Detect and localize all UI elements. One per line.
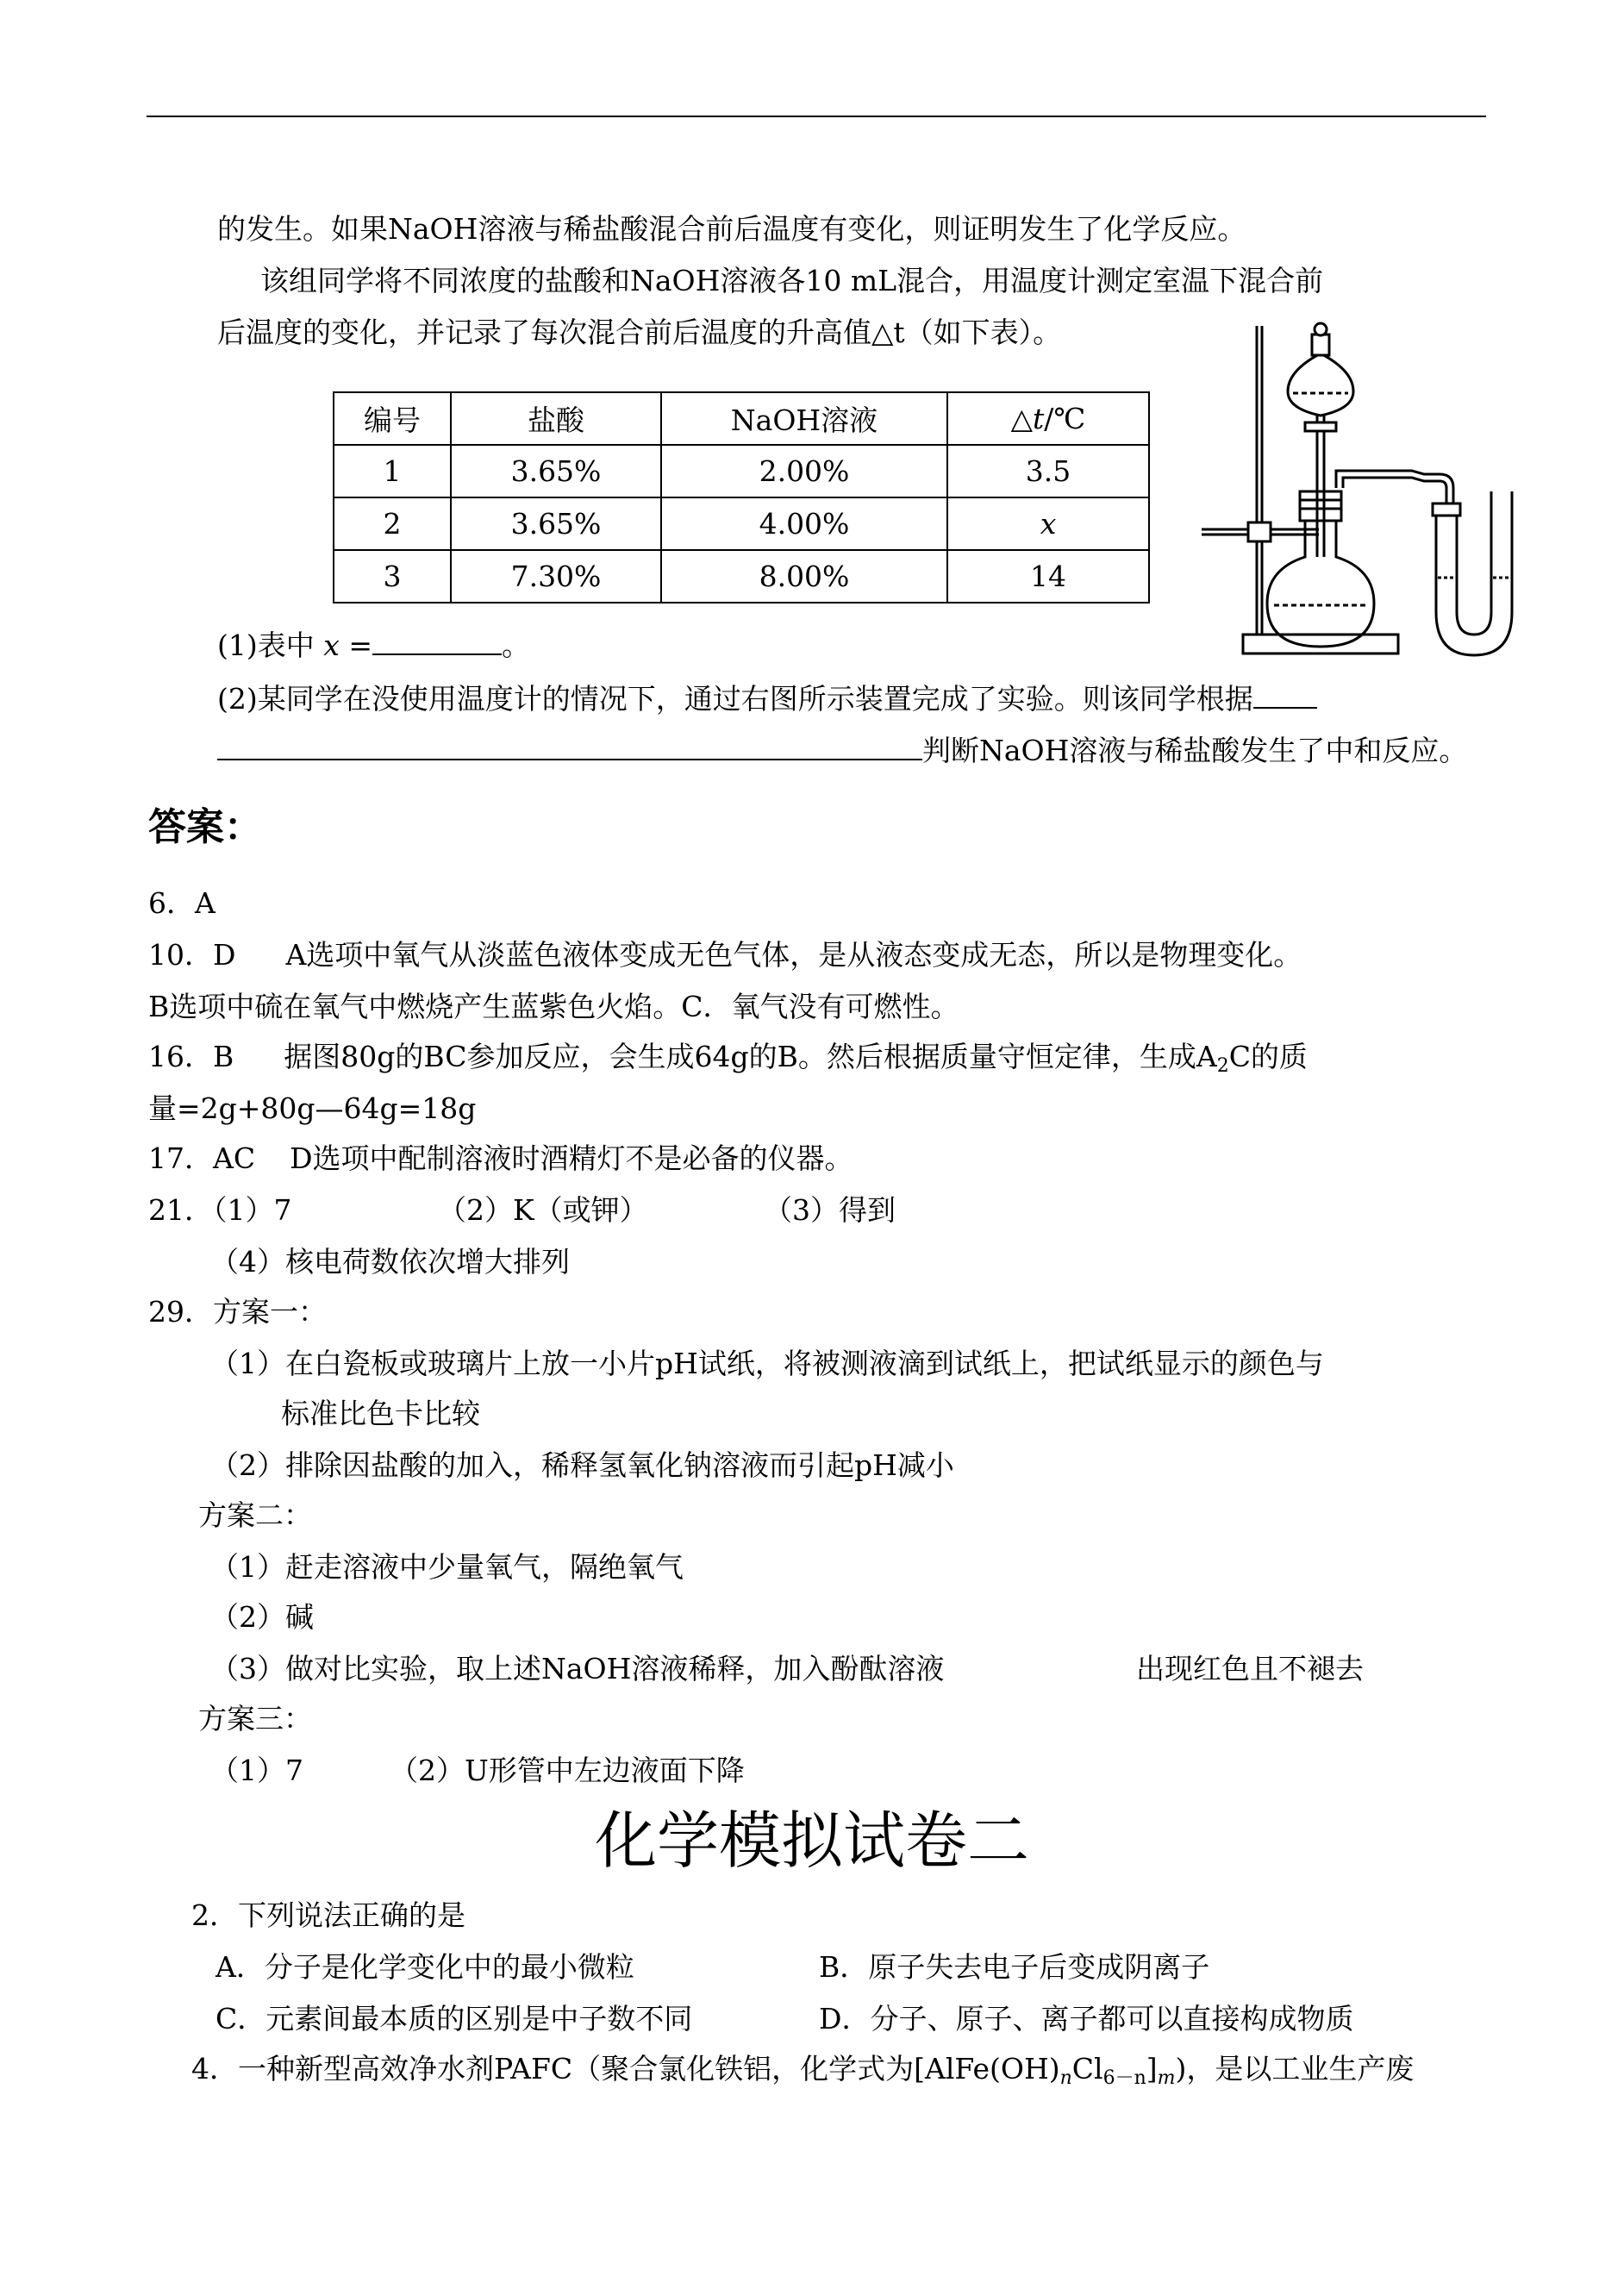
table-row (334, 497, 1149, 550)
answers-heading: 答案： (148, 805, 262, 849)
answer-10-line-2: B选项中硫在氧气中燃烧产生蓝紫色火焰。C．氧气没有可燃性。 (148, 990, 959, 1023)
apparatus-illustration (1198, 319, 1534, 664)
answer-29-s2-1: （1）赶走溶液中少量氧气，隔绝氧气 (210, 1550, 684, 1584)
intro-line-3: 后温度的变化，并记录了每次混合前后温度的升高值△t（如下表）。 (217, 316, 1062, 349)
q1-end: 。 (502, 628, 531, 662)
answer-16-line-2: 量=2g+80g—64g=18g (148, 1091, 477, 1125)
p2-q2-option-c[interactable]: C．元素间最本质的区别是中子数不同 (215, 2002, 693, 2035)
q4-text-d: )，是以工业生产废 (1175, 2052, 1415, 2086)
q1-prefix: (1)表中 (217, 628, 315, 662)
answer-6: 6．A (148, 886, 215, 920)
th-id: 编号 (334, 392, 451, 445)
th-hcl: 盐酸 (451, 392, 661, 445)
answer-21-part-3: （3）得到 (764, 1193, 896, 1227)
a16-head: 16．B (148, 1040, 234, 1073)
cell: 3 (334, 550, 451, 603)
intro-line-1: 的发生。如果NaOH溶液与稀盐酸混合前后温度有变化，则证明发生了化学反应。 (217, 212, 1246, 246)
p2-q2-option-a[interactable]: A．分子是化学变化中的最小微粒 (215, 1950, 634, 1984)
cell: 7.30% (451, 550, 661, 603)
table-header-row (334, 392, 1149, 445)
cell: 2 (334, 497, 451, 550)
answer-29-s1-1b: 标准比色卡比较 (281, 1397, 480, 1430)
q2-answer-blank-b[interactable] (217, 729, 922, 760)
a10-text: A选项中氧气从淡蓝色液体变成无色气体，是从液态变成无态，所以是物理变化。 (285, 938, 1302, 972)
data-table (333, 391, 1150, 603)
p2-q2-option-d[interactable]: D．分子、原子、离子都可以直接构成物质 (819, 2002, 1354, 2035)
a10-head: 10．D (148, 938, 236, 972)
answer-29-s2-3a: （3）做对比实验，取上述NaOH溶液稀释，加入酚酞溶液 (210, 1652, 945, 1685)
q4-text-a: 4．一种新型高效净水剂PAFC（聚合氯化铁铝，化学式为[AlFe(OH) (191, 2052, 1060, 2086)
question-2-line-2 (217, 729, 1467, 770)
answer-21 (148, 1191, 291, 1229)
answer-29-s1-1a: （1）在白瓷板或玻璃片上放一小片pH试纸，将被测液滴到试纸上，把试纸显示的颜色与 (210, 1347, 1324, 1380)
p2-question-2: 2．下列说法正确的是 (191, 1898, 465, 1932)
question-2-line-1 (217, 678, 1317, 718)
a21-part-1: 21．（1）7 (148, 1193, 292, 1227)
cell: x (947, 497, 1149, 550)
a17-head: 17．AC (148, 1141, 256, 1175)
a17-text: D选项中配制溶液时酒精灯不是必备的仪器。 (290, 1141, 853, 1175)
cell: 3.65% (451, 497, 661, 550)
cell: 14 (947, 550, 1149, 603)
q2-end: 判断NaOH溶液与稀盐酸发生了中和反应。 (922, 734, 1468, 767)
q1-eq: = (339, 628, 373, 662)
th-dt: △t/℃ (947, 392, 1149, 445)
question-1 (217, 624, 530, 665)
q4-sub-n: n (1059, 2067, 1072, 2089)
answer-21-part-4: （4）核电荷数依次增大排列 (210, 1245, 570, 1279)
a16-sub: 2 (1216, 1055, 1229, 1077)
a16-text-a: 据图80g的BC参加反应，会生成64g的B。然后根据质量守恒定律，生成A (284, 1040, 1217, 1073)
q4-sub-6n: 6－n (1102, 2067, 1146, 2089)
table-row (334, 445, 1149, 497)
answer-29-s3-head: 方案三： (198, 1702, 312, 1735)
answer-21-part-2: （2）K（或钾） (438, 1193, 648, 1227)
intro-line-2: 该组同学将不同浓度的盐酸和NaOH溶液各10 mL混合，用温度计测定室温下混合前 (260, 264, 1324, 297)
q1-var: x (323, 628, 340, 662)
q4-sub-m: m (1157, 2067, 1176, 2089)
answer-29-s2-head: 方案二： (198, 1498, 312, 1532)
q2-answer-blank-a[interactable] (1253, 678, 1317, 709)
a16-text-b: C的质 (1228, 1040, 1308, 1073)
answer-29-head: 29．方案一： (148, 1295, 327, 1329)
cell: 1 (334, 445, 451, 497)
cell: 4.00% (661, 497, 947, 550)
cell: 3.5 (947, 445, 1149, 497)
cell: 3.65% (451, 445, 661, 497)
cell: 8.00% (661, 550, 947, 603)
q1-answer-blank[interactable] (372, 624, 502, 655)
table-row (334, 550, 1149, 603)
q2-text: (2)某同学在没使用温度计的情况下，通过右图所示装置完成了实验。则该同学根据 (217, 682, 1253, 716)
paper-2-title: 化学模拟试卷二 (594, 1804, 1029, 1877)
q4-text-b: Cl (1071, 2052, 1103, 2086)
header-rule (147, 116, 1486, 117)
th-naoh: NaOH溶液 (661, 392, 947, 445)
answer-10 (148, 936, 1302, 974)
answer-29-s2-2: （2）碱 (210, 1600, 314, 1634)
cell: 2.00% (661, 445, 947, 497)
answer-29-s2-3b: 出现红色且不褪去 (1136, 1652, 1364, 1685)
p2-question-4 (191, 2050, 1414, 2098)
q4-text-c: ] (1146, 2052, 1158, 2086)
answer-29-s1-2: （2）排除因盐酸的加入，稀释氢氧化钠溶液而引起pH减小 (210, 1448, 954, 1482)
answer-29-s3-2: （2）U形管中左边液面下降 (390, 1754, 745, 1787)
answer-17 (148, 1140, 853, 1178)
answer-29-s3-1: （1）7 (210, 1754, 303, 1787)
p2-q2-option-b[interactable]: B．原子失去电子后变成阴离子 (819, 1950, 1210, 1984)
answer-16 (148, 1038, 1308, 1085)
